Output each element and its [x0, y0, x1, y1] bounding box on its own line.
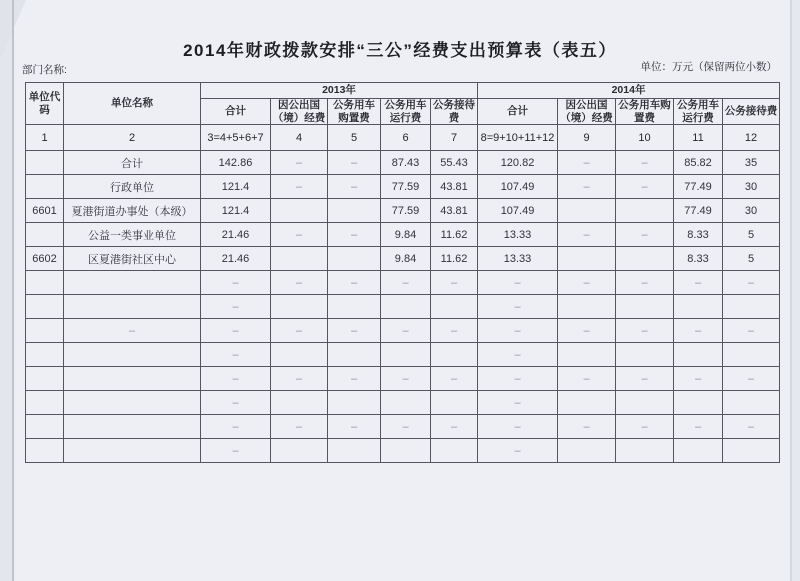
cell-value: –: [381, 367, 431, 391]
cell-value: [431, 439, 478, 463]
unit-note-label: 单位：万元（保留两位小数）: [640, 61, 777, 73]
cell-value: –: [674, 415, 723, 439]
budget-table: [25, 82, 780, 463]
cell-unit-name: [64, 295, 201, 319]
cell-value: [674, 295, 723, 319]
cell-unit-code: [26, 343, 64, 367]
cell-value: 43.81: [431, 199, 478, 223]
cell-value: [381, 295, 431, 319]
cell-value: [558, 439, 616, 463]
cell-value: [616, 199, 674, 223]
header-2014-abroad: 因公出国（境）经费: [558, 99, 616, 125]
cell-unit-name: [64, 271, 201, 295]
cell-value: –: [328, 223, 381, 247]
cell-value: –: [271, 415, 328, 439]
cell-value: –: [431, 367, 478, 391]
cell-value: –: [616, 151, 674, 175]
header-2014-car-running: 公务用车运行费: [674, 99, 723, 125]
cell-value: –: [271, 175, 328, 199]
table-row: [26, 415, 780, 439]
cell-value: –: [674, 319, 723, 343]
cell-value: 142.86: [201, 151, 271, 175]
cell-unit-name: [64, 415, 201, 439]
header-unit-code: 单位代码: [26, 83, 64, 125]
cell-value: [558, 247, 616, 271]
cell-value: [328, 295, 381, 319]
cell-value: 35: [723, 151, 780, 175]
cell-value: [616, 343, 674, 367]
department-name-label: 部门名称:: [22, 64, 67, 76]
cell-value: –: [478, 271, 558, 295]
index-cell: 10: [616, 125, 674, 151]
cell-value: 121.4: [201, 175, 271, 199]
cell-unit-name: [64, 391, 201, 415]
cell-value: –: [558, 271, 616, 295]
table-row: [26, 439, 780, 463]
cell-value: –: [723, 367, 780, 391]
cell-value: [328, 391, 381, 415]
cell-unit-name: [64, 367, 201, 391]
cell-value: –: [478, 367, 558, 391]
cell-value: [271, 247, 328, 271]
cell-unit-name: [64, 343, 201, 367]
cell-value: [616, 295, 674, 319]
cell-value: –: [381, 415, 431, 439]
cell-value: –: [723, 415, 780, 439]
cell-value: –: [201, 343, 271, 367]
table-row: [26, 151, 780, 175]
cell-value: [431, 295, 478, 319]
cell-value: 43.81: [431, 175, 478, 199]
cell-value: –: [271, 271, 328, 295]
cell-value: –: [674, 367, 723, 391]
cell-value: [616, 391, 674, 415]
cell-value: –: [271, 367, 328, 391]
cell-value: [723, 391, 780, 415]
cell-value: –: [558, 415, 616, 439]
index-cell: 6: [381, 125, 431, 151]
header-2013-reception: 公务接待费: [431, 99, 478, 125]
cell-unit-name: [64, 439, 201, 463]
cell-value: [558, 295, 616, 319]
cell-value: [328, 199, 381, 223]
cell-unit-code: [26, 223, 64, 247]
header-2014-car-purchase: 公务用车购置费: [616, 99, 674, 125]
cell-value: [723, 295, 780, 319]
column-index-row: [26, 125, 780, 151]
cell-value: [558, 343, 616, 367]
cell-value: 107.49: [478, 175, 558, 199]
cell-value: 9.84: [381, 223, 431, 247]
cell-value: –: [431, 271, 478, 295]
cell-value: [328, 247, 381, 271]
cell-unit-name: 夏港街道办事处（本级）: [64, 199, 201, 223]
cell-value: –: [328, 175, 381, 199]
cell-value: 55.43: [431, 151, 478, 175]
cell-value: 77.59: [381, 175, 431, 199]
cell-value: –: [723, 271, 780, 295]
cell-value: –: [201, 391, 271, 415]
header-year-row: [26, 83, 780, 99]
cell-value: [271, 439, 328, 463]
cell-value: –: [478, 415, 558, 439]
index-cell: 1: [26, 125, 64, 151]
header-2014-total: 合计: [478, 99, 558, 125]
cell-value: –: [558, 223, 616, 247]
cell-value: 77.49: [674, 199, 723, 223]
cell-value: –: [271, 223, 328, 247]
table-row: [26, 223, 780, 247]
cell-value: 121.4: [201, 199, 271, 223]
cell-value: [381, 343, 431, 367]
cell-unit-code: [26, 319, 64, 343]
cell-value: [431, 343, 478, 367]
cell-value: –: [558, 151, 616, 175]
table-row: [26, 343, 780, 367]
header-year-2013: 2013年: [201, 83, 478, 99]
cell-value: –: [381, 271, 431, 295]
cell-unit-code: [26, 391, 64, 415]
header-year-2014: 2014年: [478, 83, 780, 99]
table-row: [26, 391, 780, 415]
cell-value: [723, 439, 780, 463]
scan-right-margin: [792, 0, 800, 581]
header-2013-car-running: 公务用车运行费: [381, 99, 431, 125]
cell-value: –: [201, 439, 271, 463]
cell-value: –: [328, 415, 381, 439]
cell-value: –: [616, 223, 674, 247]
cell-value: –: [616, 415, 674, 439]
cell-value: 21.46: [201, 247, 271, 271]
cell-value: –: [558, 367, 616, 391]
cell-value: –: [201, 271, 271, 295]
cell-value: 5: [723, 247, 780, 271]
cell-value: [674, 343, 723, 367]
cell-value: 8.33: [674, 223, 723, 247]
index-cell: 5: [328, 125, 381, 151]
cell-value: 11.62: [431, 223, 478, 247]
cell-value: [381, 391, 431, 415]
cell-value: [558, 199, 616, 223]
cell-value: [271, 343, 328, 367]
cell-value: –: [328, 367, 381, 391]
cell-value: 13.33: [478, 247, 558, 271]
cell-unit-name: –: [64, 319, 201, 343]
index-cell: 11: [674, 125, 723, 151]
cell-value: 21.46: [201, 223, 271, 247]
cell-value: –: [328, 271, 381, 295]
index-cell: 4: [271, 125, 328, 151]
cell-unit-name: 区夏港街社区中心: [64, 247, 201, 271]
cell-value: –: [616, 175, 674, 199]
cell-unit-code: 6601: [26, 199, 64, 223]
cell-value: –: [201, 319, 271, 343]
cell-value: [616, 247, 674, 271]
table-row: [26, 319, 780, 343]
cell-value: –: [616, 271, 674, 295]
cell-value: –: [478, 439, 558, 463]
cell-unit-code: [26, 151, 64, 175]
header-2014-reception: 公务接待费: [723, 99, 780, 125]
cell-value: –: [201, 367, 271, 391]
index-cell: 7: [431, 125, 478, 151]
cell-value: 107.49: [478, 199, 558, 223]
scan-page-left-edge: [12, 0, 14, 581]
cell-value: [616, 439, 674, 463]
cell-value: –: [328, 151, 381, 175]
cell-value: 120.82: [478, 151, 558, 175]
cell-unit-code: [26, 367, 64, 391]
cell-value: 9.84: [381, 247, 431, 271]
cell-value: –: [381, 319, 431, 343]
document-title: 2014年财政拨款安排“三公”经费支出预算表（表五）: [183, 41, 617, 60]
cell-unit-name: 合计: [64, 151, 201, 175]
cell-unit-code: [26, 175, 64, 199]
header-2013-abroad: 因公出国（境）经费: [271, 99, 328, 125]
cell-value: –: [616, 367, 674, 391]
cell-value: –: [723, 319, 780, 343]
cell-value: 5: [723, 223, 780, 247]
index-cell: 9: [558, 125, 616, 151]
index-cell: 12: [723, 125, 780, 151]
cell-unit-code: [26, 415, 64, 439]
table-body: [26, 151, 780, 463]
cell-value: –: [478, 391, 558, 415]
header-2013-car-purchase: 公务用车购置费: [328, 99, 381, 125]
cell-value: 30: [723, 175, 780, 199]
cell-value: –: [558, 175, 616, 199]
cell-value: –: [616, 319, 674, 343]
cell-value: –: [478, 319, 558, 343]
cell-unit-name: 公益一类事业单位: [64, 223, 201, 247]
cell-unit-code: 6602: [26, 247, 64, 271]
cell-value: 11.62: [431, 247, 478, 271]
cell-value: [558, 391, 616, 415]
cell-value: –: [201, 295, 271, 319]
scan-left-margin: [0, 0, 12, 581]
table-row: [26, 271, 780, 295]
cell-value: 77.49: [674, 175, 723, 199]
header-unit-name: 单位名称: [64, 83, 201, 125]
cell-unit-code: [26, 439, 64, 463]
cell-value: [674, 391, 723, 415]
index-cell: 8=9+10+11+12: [478, 125, 558, 151]
cell-value: [271, 295, 328, 319]
cell-unit-code: [26, 271, 64, 295]
cell-value: [723, 343, 780, 367]
cell-value: –: [431, 319, 478, 343]
table-row: [26, 295, 780, 319]
cell-value: [271, 391, 328, 415]
cell-value: –: [478, 343, 558, 367]
cell-value: –: [271, 151, 328, 175]
cell-unit-name: 行政单位: [64, 175, 201, 199]
table-row: [26, 199, 780, 223]
table-row: [26, 367, 780, 391]
cell-value: 85.82: [674, 151, 723, 175]
cell-value: –: [201, 415, 271, 439]
cell-unit-code: [26, 295, 64, 319]
table-row: [26, 175, 780, 199]
cell-value: –: [328, 319, 381, 343]
cell-value: [674, 439, 723, 463]
index-cell: 2: [64, 125, 201, 151]
header-2013-total: 合计: [201, 99, 271, 125]
cell-value: [328, 439, 381, 463]
index-cell: 3=4+5+6+7: [201, 125, 271, 151]
cell-value: –: [674, 271, 723, 295]
cell-value: –: [271, 319, 328, 343]
cell-value: –: [431, 415, 478, 439]
cell-value: –: [558, 319, 616, 343]
table-row: [26, 247, 780, 271]
cell-value: –: [478, 295, 558, 319]
cell-value: 77.59: [381, 199, 431, 223]
cell-value: 13.33: [478, 223, 558, 247]
cell-value: 87.43: [381, 151, 431, 175]
cell-value: [381, 439, 431, 463]
cell-value: [431, 391, 478, 415]
cell-value: 8.33: [674, 247, 723, 271]
cell-value: [271, 199, 328, 223]
cell-value: [328, 343, 381, 367]
cell-value: 30: [723, 199, 780, 223]
